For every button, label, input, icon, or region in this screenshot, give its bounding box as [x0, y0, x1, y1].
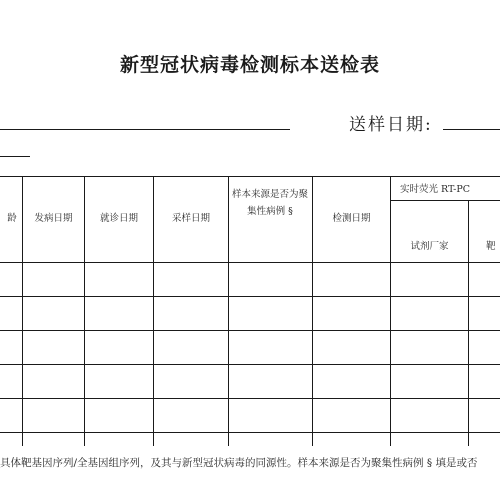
header-visit-date: 就诊日期	[99, 213, 138, 224]
table-column-divider	[228, 176, 229, 446]
table-row-divider	[0, 364, 500, 365]
header-sampling-date: 采样日期	[171, 213, 210, 224]
info-underline-left	[0, 129, 290, 130]
table-row-divider	[0, 432, 500, 433]
send-date-label: 送样日期:	[349, 115, 433, 135]
header-age: 龄	[7, 213, 17, 224]
table-row-divider	[0, 398, 500, 399]
table-row-divider	[0, 296, 500, 297]
header-cluster-source: 样本来源是否为聚集性病例 §	[232, 189, 309, 217]
document-title: 新型冠状病毒检测标本送检表	[119, 54, 380, 76]
header-onset-date: 发病日期	[34, 213, 73, 224]
footnote: 具体靶基因序列/全基因组序列，及其与新型冠状病毒的同源性。样本来源是否为聚集性病例 § 填是或否	[0, 457, 478, 469]
table-border-rtpcr-sub	[390, 200, 500, 201]
header-rtpcr-group: 实时荧光 RT-PC	[400, 184, 470, 195]
info-underline-short	[0, 156, 30, 157]
header-target: 靶	[486, 241, 496, 252]
table-border-header-bottom	[0, 262, 500, 263]
table-row-divider	[0, 330, 500, 331]
header-reagent-maker: 试剂厂家	[410, 241, 449, 252]
table-border-top	[0, 176, 500, 177]
send-date-underline	[443, 129, 500, 130]
table-column-divider	[468, 200, 469, 446]
header-test-date: 检测日期	[332, 213, 371, 224]
table-column-divider	[390, 176, 391, 446]
